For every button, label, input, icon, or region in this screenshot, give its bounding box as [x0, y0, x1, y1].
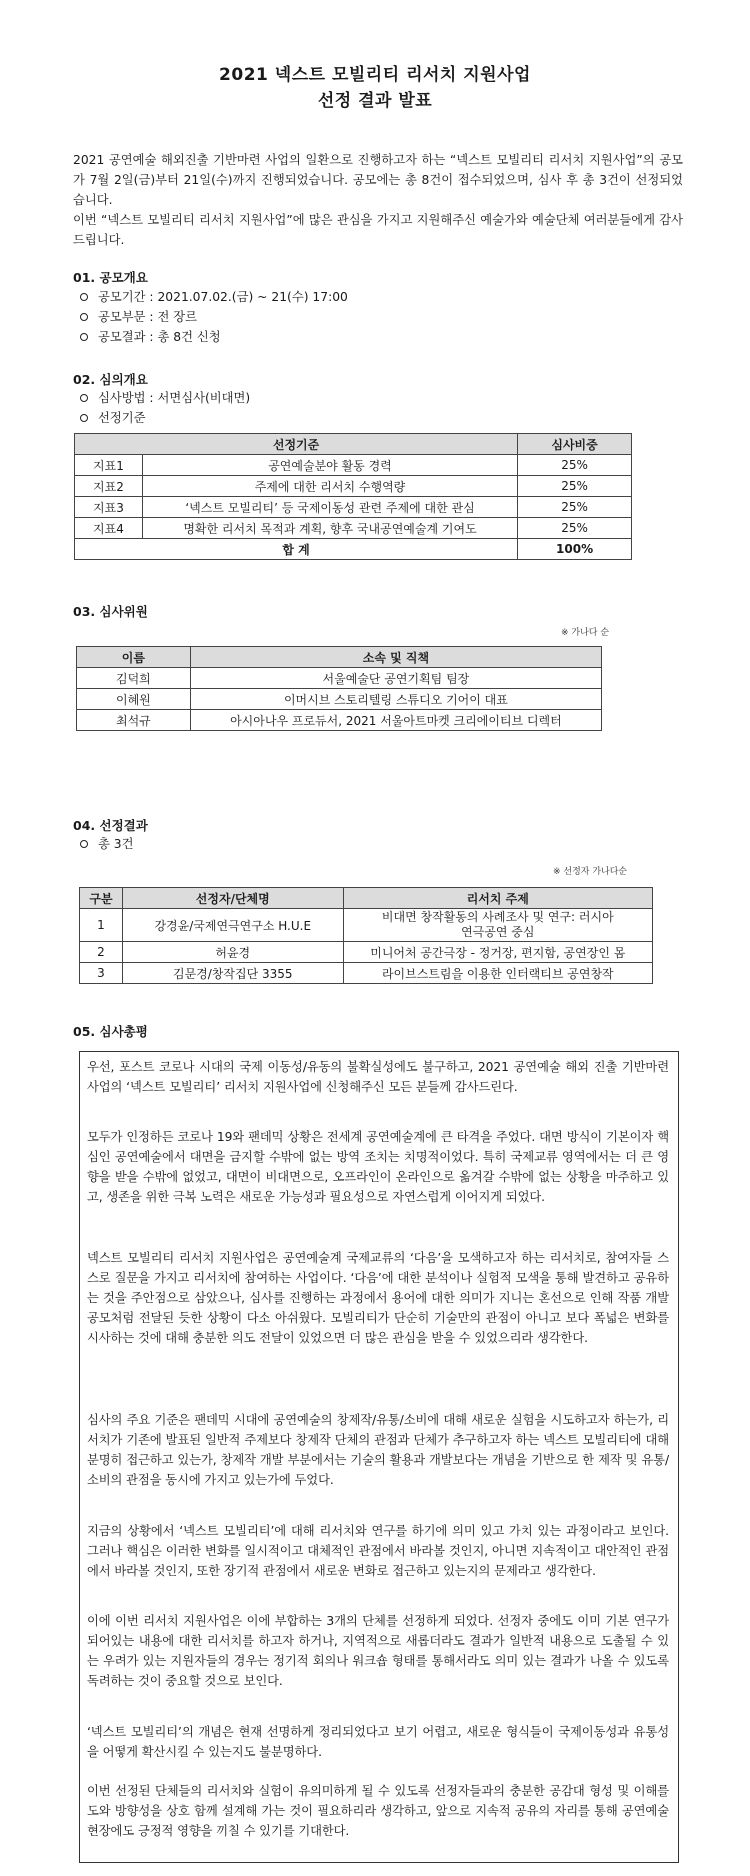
section-heading: 03. 심사위원 [73, 604, 148, 619]
review-paragraph: 지금의 상황에서 ‘넥스트 모빌리티’에 대해 리서치와 연구를 하기에 의미 있고 가치 있는 과정이라고 보인다. 그러나 핵심은 이러한 변화를 일시적이고 대체적인 관점에서 바라볼 것인지, 아니면 지속적이고 대안적인 관점에서 바라볼 것인지, 또한 장기적 관점에서 새로운 변화로 접근하고 있는지의 문제라고 생각한다. [87, 1524, 669, 1578]
results-table [79, 887, 653, 984]
criteria-table [74, 433, 632, 560]
column-header: 리서치 주제 [343, 888, 652, 909]
column-header: 구분 [80, 888, 123, 909]
section-heading: 04. 선정결과 [73, 818, 148, 833]
list-item: 공모부문 : 전 장르 [80, 307, 348, 327]
column-header: 선정자/단체명 [122, 888, 343, 909]
list-item: 선정기준 [80, 408, 250, 428]
circle-bullet-icon [80, 394, 88, 402]
circle-bullet-icon [80, 333, 88, 341]
table-row: 최석규 아시아나우 프로듀서, 2021 서울아트마켓 크리에이티브 디렉터 [77, 710, 602, 731]
review-paragraph: 이번 선정된 단체들의 리서치와 실험이 유의미하게 될 수 있도록 선정자들과의 충분한 공감대 형성 및 이해를 도와 방향성을 상호 함께 설계해 가는 것이 필요하리라 생각하고, 앞으로 지속적 공유의 자리를 통해 공연예술 현장에도 긍정적 영향을 끼칠 수 있기를 기대한다. [87, 1784, 669, 1838]
section-heading: 01. 공모개요 [73, 270, 148, 285]
table-row: 지표1 공연예술분야 활동 경력 25% [75, 455, 632, 476]
bullet-list [80, 287, 348, 347]
table-row: 김덕희 서울예술단 공연기획팀 팀장 [77, 668, 602, 689]
circle-bullet-icon [80, 840, 88, 848]
review-paragraph: ‘넥스트 모빌리티’의 개념은 현재 선명하게 정리되었다고 보기 어렵고, 새로운 형식들이 국제이동성과 유통성을 어떻게 확산시킬 수 있는지도 불분명하다. [87, 1725, 669, 1759]
table-row: 3 김문경/창작집단 3355 라이브스트림을 이용한 인터랙티브 공연창작 [80, 963, 653, 984]
circle-bullet-icon [80, 293, 88, 301]
column-header: 이름 [77, 647, 191, 668]
sort-note: ※ 선정자 가나다순 [553, 867, 628, 877]
review-paragraph: 이에 이번 리서치 지원사업은 이에 부합하는 3개의 단체를 선정하게 되었다. 선정자 중에도 이미 기본 연구가 되어있는 내용에 대한 리서치를 하고자 하거나, 지역적으로 새롭더라도 결과가 일반적 내용으로 도출될 수 있는 우려가 있는 지원자들의 경우는 정기적 회의나 워크숍 형태를 통해서라도 의미 있는 결과가 나올 수 있도록 독려하는 것이 중요할 것으로 보인다. [87, 1614, 669, 1688]
bullet-list [80, 388, 250, 428]
column-header: 선정기준 [75, 434, 518, 455]
review-paragraph: 모두가 인정하든 코로나 19와 팬데믹 상황은 전세계 공연예술계에 큰 타격을 주었다. 대면 방식이 기본이자 핵심인 공연예술에서 대면을 금지할 수밖에 없는 방역 조치는 치명적이었다. 특히 국제교류 영역에서는 더 큰 영향을 받을 수밖에 없었고, 대면이 비대면으로, 오프라인이 온라인으로 옮겨갈 수밖에 없는 상황을 마주하고 있고, 생존을 위한 극복 노력은 새로운 가능성과 필요성으로 자연스럽게 이어지게 되었다. [87, 1130, 669, 1204]
sort-note: ※ 가나다 순 [561, 628, 610, 638]
list-item: 총 3건 [80, 834, 134, 854]
review-paragraph: 우선, 포스트 코로나 시대의 국제 이동성/유동의 불확실성에도 불구하고, 2021 공연예술 해외 진출 기반마련 사업의 ‘넥스트 모빌리티’ 리서치 지원사업에 신청해주신 모든 분들께 감사드린다. [87, 1060, 669, 1094]
table-row: 1 강경윤/국제연극연구소 H.U.E 비대면 창작활동의 사례조사 및 연구: 러시아 연극공연 중심 [80, 909, 653, 942]
table-row: 2 허윤경 미니어처 공간극장 - 정거장, 편지함, 공연장인 몸 [80, 942, 653, 963]
section-heading: 02. 심의개요 [73, 372, 148, 387]
table-row: 지표2 주제에 대한 리서치 수행역량 25% [75, 476, 632, 497]
column-header: 소속 및 직책 [190, 647, 601, 668]
list-item: 심사방법 : 서면심사(비대면) [80, 388, 250, 408]
column-header: 심사비중 [518, 434, 632, 455]
list-item: 공모결과 : 총 8건 신청 [80, 327, 348, 347]
table-row: 이혜원 이머시브 스토리텔링 스튜디오 기어이 대표 [77, 689, 602, 710]
review-paragraph: 넥스트 모빌리티 리서치 지원사업은 공연예술계 국제교류의 ‘다음’을 모색하고자 하는 리서치로, 참여자들 스스로 질문을 가지고 리서치에 참여하는 사업이다. ‘다음’에 대한 분석이나 실험적 모색을 통해 발견하고 공유하는 것을 주안점으로 삼았으나, 심사를 진행하는 과정에서 용어에 대한 의미가 지니는 혼선으로 인해 작품 개발 공모처럼 전달된 듯한 상황이 다소 아쉬웠다. 모빌리티가 단순히 기술만의 관점이 아니고 보다 폭넓은 변화를 시사하는 것에 대해 충분한 의도 전달이 있었으면 더 많은 관심을 받을 수 있었으리라 생각한다. [87, 1251, 669, 1345]
document-title: 2021 넥스트 모빌리티 리서치 지원사업 [219, 65, 531, 85]
review-paragraph: 심사의 주요 기준은 팬데믹 시대에 공연예술의 창제작/유통/소비에 대해 새로운 실험을 시도하고자 하는가, 리서치가 기존에 발표된 일반적 주제보다 창제작 단체의 관점과 단체가 추구하고자 하는 넥스트 모빌리티에 대해 분명히 접근하고 있는가, 창제작 개발 부분에서는 기술의 활용과 개발보다는 개념을 기반으로 한 제작 및 유통/소비의 관점을 동시에 가지고 있는가에 두었다. [87, 1413, 669, 1487]
judges-table [76, 646, 602, 731]
table-row: 지표4 명확한 리서치 목적과 계획, 향후 국내공연예술계 기여도 25% [75, 518, 632, 539]
document-subtitle: 선정 결과 발표 [317, 91, 433, 111]
section-heading: 05. 심사총평 [73, 1024, 148, 1039]
circle-bullet-icon [80, 414, 88, 422]
intro-paragraph: 이번 “넥스트 모빌리티 리서치 지원사업”에 많은 관심을 가지고 지원해주신 예술가와 예술단체 여러분들에게 감사드립니다. [73, 213, 683, 247]
intro-paragraph: 2021 공연예술 해외진출 기반마련 사업의 일환으로 진행하고자 하는 “넥스트 모빌리티 리서치 지원사업”의 공모가 7월 2일(금)부터 21일(수)까지 진행되었습니다. 공모에는 총 8건이 접수되었으며, 심사 후 총 3건이 선정되었습니다. [73, 153, 683, 207]
circle-bullet-icon [80, 313, 88, 321]
list-item: 공모기간 : 2021.07.02.(금) ~ 21(수) 17:00 [80, 287, 348, 307]
total-row: 합 계 100% [75, 539, 632, 560]
bullet-list [80, 834, 134, 854]
table-row: 지표3 ‘넥스트 모빌리티’ 등 국제이동성 관련 주제에 대한 관심 25% [75, 497, 632, 518]
